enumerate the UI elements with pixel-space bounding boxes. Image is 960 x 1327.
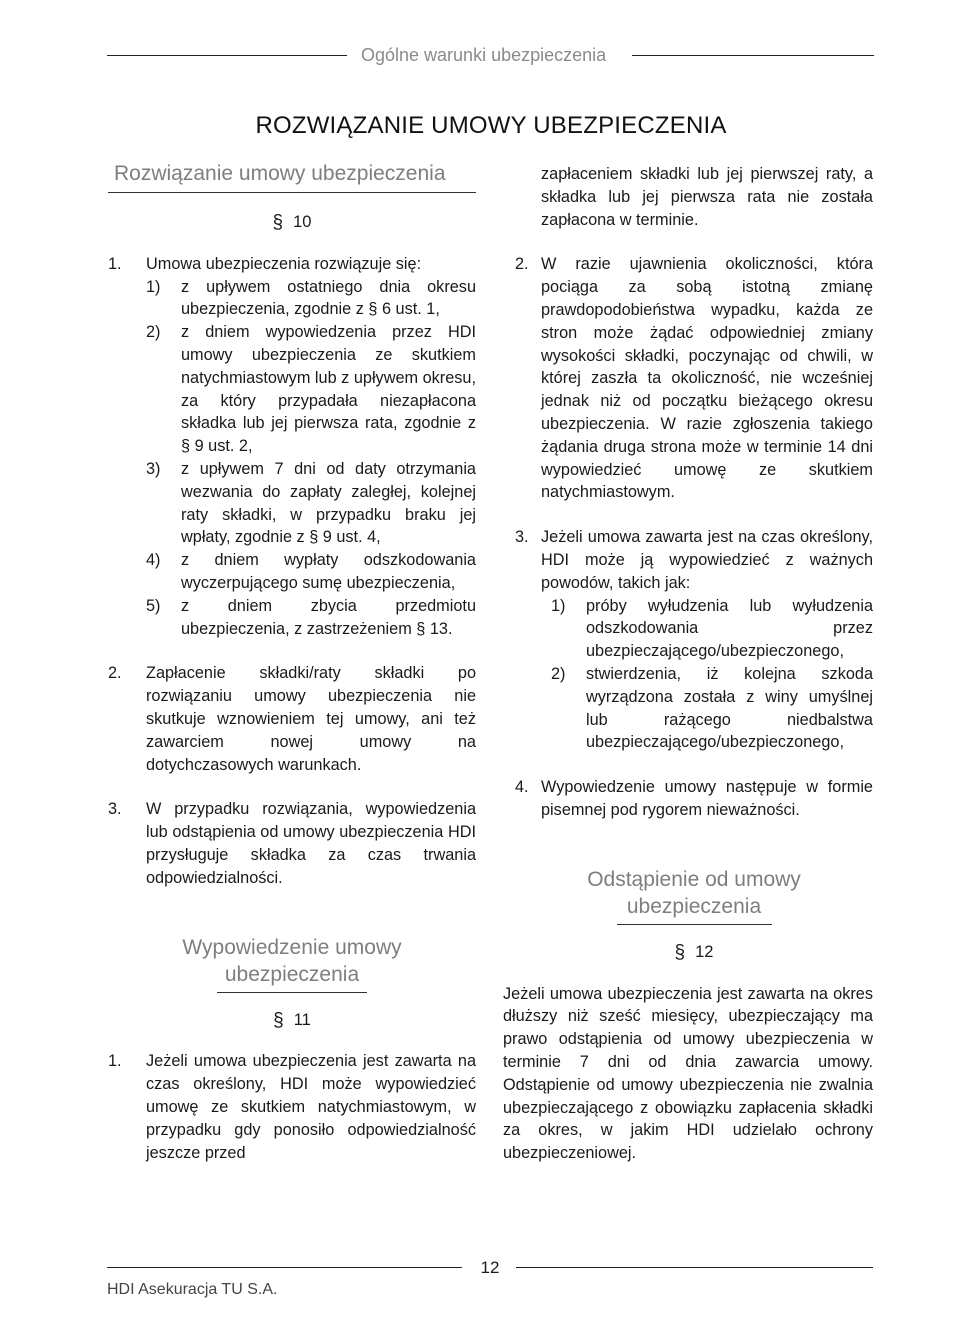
paragraph-number-11: § 11 — [273, 1009, 311, 1031]
chapter-title: ROZWIĄZANIE UMOWY UBEZPIECZENIA — [255, 112, 727, 139]
sub-item: 5) z dniem zbycia przedmiotu ubezpieczenia, z zastrzeżeniem § 13. — [146, 596, 476, 638]
sub-item: 3) z upływem 7 dni od daty otrzymania wezwania do zapłaty zaległej, kolejnej raty składki, w przypadku braku jej wpłaty, zgodnie z § 9 ust. 4, — [146, 459, 476, 547]
list-item-4: 4. Wypowiedzenie umowy następuje w formie pisemnej pod rygorem nieważności. — [515, 778, 873, 819]
section-sign: § — [273, 1009, 284, 1031]
footer-company-name: HDI Asekuracja TU S.A. — [107, 1281, 278, 1298]
section-body-text: Jeżeli umowa ubezpieczenia jest zawarta na okres dłuższy niż sześć miesięcy, ubezpieczający ma prawo odstąpienia od umowy ubezpieczenia w terminie 7 dni od dnia zawarcia umowy. Odstąpienie od umowy ubezpieczenia nie zwalnia ubezpieczającego z obowiązku zapłacenia składki za okres, w jakim HDI udzielało ochrony ubezpieczeniowej. — [503, 984, 873, 1163]
section-heading-withdrawal: Odstąpienie od umowy ubezpieczenia — [587, 867, 801, 918]
sub-item: 1) próby wyłudzenia lub wyłudzenia odszkodowania przez ubezpieczającego/ubezpieczonego, — [551, 596, 873, 661]
paragraph-number-12: § 12 — [674, 941, 714, 963]
sub-item: 2) z dniem wypowiedzenia przez HDI umowy ubezpieczenia ze skutkiem natychmiastowym lub z upływem okresu, za który przypadała niezapłacona składka lub jej pierwsza rata, zgodnie z § 9 ust. 2, — [146, 323, 476, 456]
continuation-text: zapłaceniem składki lub jej pierwszej raty, a składka lub jej pierwsza rata nie została zapłacona w terminie. — [541, 165, 873, 229]
header-rule-left — [107, 55, 347, 56]
sub-item: 4) z dniem wypłaty odszkodowania wyczerpującego sumę ubezpieczenia, — [146, 551, 476, 592]
header-rule-right — [632, 55, 874, 56]
list-item-3: 3. W przypadku rozwiązania, wypowiedzenia lub odstąpienia od umowy ubezpieczenia HDI przysługuje składka za czas trwania odpowiedzialności. — [108, 800, 476, 887]
list-item-1: 1. Umowa ubezpieczenia rozwiązuje się: 1) z upływem ostatniego dnia okresu ubezpieczenia, zgodnie z § 6 ust. 1, 2) z dniem wypowiedzenia przez HDI umowy ubezpieczenia ze skutkiem natychmiastowym lub z upływem okresu, za który przypadała niezapłacona składka lub jej pierwsza rata, zgodnie z § 9 ust. 2, 3) z upływem 7 dni od daty otrzymania wezwania do zapłaty zaległej, kolejnej raty składki, w przypadku braku jej wpłaty, zgodnie z § 9 ust. 4, 4) z dniem wypłaty odszkodowania wyczerpującego sumę ubezpieczenia, 5) z dniem zbycia przedmiotu ubezpieczenia, z zastrzeżeniem § 13. — [108, 253, 476, 641]
page-number: 12 — [480, 1258, 500, 1277]
footer-rule-right — [516, 1267, 873, 1268]
section-heading-underline — [108, 192, 476, 193]
footer-rule-left — [107, 1267, 462, 1268]
section-heading-termination: Rozwiązanie umowy ubezpieczenia — [114, 162, 446, 185]
paragraph-number-10: § 10 — [272, 212, 312, 233]
list-item-intro: Umowa ubezpieczenia rozwiązuje się: — [146, 254, 422, 273]
section-heading-notice: Wypowiedzenie umowy ubezpieczenia — [182, 935, 402, 986]
left-column — [108, 160, 476, 1164]
list-item-2: 2. W razie ujawnienia okoliczności, która pociąga za sobą istotną zmianę prawdopodobieństwa wypadku, każda ze stron może żądać odpowiedniej zmiany wysokości składki, poczynając od chwili, w której zaszła ta okoliczność, nie wcześniej jednak niż od początku bieżącego okresu ubezpieczenia. W razie zgłoszenia takiego żądania druga strona może w terminie 14 dni wypowiedzieć umowę ze skutkiem natychmiastowym. — [515, 255, 873, 502]
right-column — [503, 163, 873, 1165]
section-heading-underline — [217, 992, 367, 993]
section-sign: § — [674, 941, 686, 963]
list-item-1: 1. Jeżeli umowa ubezpieczenia jest zawarta na czas określony, HDI może wypowiedzieć umowę ze skutkiem natychmiastowym, w przypadku gdy ponosiło odpowiedzialność jeszcze przed — [108, 1052, 476, 1162]
sub-item: 1) z upływem ostatniego dnia okresu ubezpieczenia, zgodnie z § 6 ust. 1, — [146, 277, 476, 319]
running-header-title: Ogólne warunki ubezpieczenia — [361, 45, 607, 65]
list-item-3: 3. Jeżeli umowa zawarta jest na czas określony, HDI może ją wypowiedzieć z ważnych powodów, takich jak: 1) próby wyłudzenia lub wyłudzenia odszkodowania przez ubezpieczającego/ubezpieczonego, 2) stwierdzenia, iż kolejna szkoda wyrządzona została z winy umyślnej lub rażącego niedbalstwa ubezpieczającego/ubezpieczonego, — [515, 526, 873, 754]
sub-item: 2) stwierdzenia, iż kolejna szkoda wyrządzona została z winy umyślnej lub rażącego niedbalstwa ubezpieczającego/ubezpieczonego, — [551, 664, 873, 752]
list-item-2: 2. Zapłacenie składki/raty składki po rozwiązaniu umowy ubezpieczenia nie skutkuje wznowieniem tej umowy, ani też zawarciem nowej umowy na dotychczasowych warunkach. — [108, 664, 476, 774]
section-sign: § — [272, 212, 284, 233]
list-item-intro: Jeżeli umowa zawarta jest na czas określony, HDI może ją wypowiedzieć z ważnych powodów, takich jak: — [541, 528, 873, 592]
section-heading-underline — [617, 924, 772, 925]
